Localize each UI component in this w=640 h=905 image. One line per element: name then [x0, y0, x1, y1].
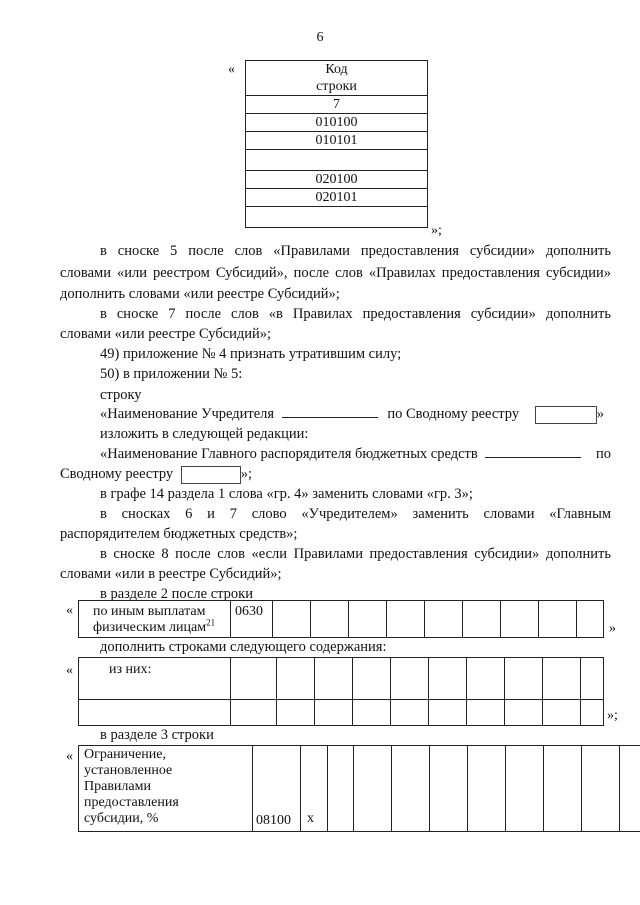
empty-cell: [328, 746, 354, 832]
quote-open-table2: «: [66, 663, 73, 678]
empty-cell: [501, 601, 539, 638]
row-label-line: установленное: [84, 763, 173, 778]
empty-cell: [391, 658, 429, 700]
empty-cell: [273, 601, 311, 638]
empty-cell: [581, 700, 604, 726]
table-section2-row: [78, 600, 604, 638]
footnote-mark: 21: [206, 617, 216, 628]
row-code-cell: [253, 746, 301, 832]
table1-closing: »: [609, 621, 616, 636]
paragraph-line: в разделе 2 после строки: [100, 586, 253, 602]
row-label-cell: [79, 658, 231, 700]
paragraph-line: 49) приложение № 4 признать утратившим силу;: [100, 346, 402, 362]
empty-cell: [315, 700, 353, 726]
phrase: «Наименование Главного распорядителя бюджетных средств: [100, 446, 478, 462]
phrase: по: [595, 446, 611, 462]
code-row: 010101: [246, 132, 428, 150]
empty-cell: [468, 746, 506, 832]
paragraph-line: 50) в приложении № 5:: [100, 366, 243, 382]
quote-open-table1: «: [66, 603, 73, 618]
paragraph-line: строку: [100, 387, 142, 403]
code-row: [246, 150, 428, 171]
paragraph-line: словами «или в реестре Субсидий»;: [60, 566, 282, 582]
blank-line: [282, 404, 378, 418]
phrase: Сводному реестру: [60, 466, 174, 482]
empty-cell: [505, 658, 543, 700]
empty-cell: [467, 700, 505, 726]
empty-cell: [387, 601, 425, 638]
empty-cell: [353, 700, 391, 726]
empty-cell: [577, 601, 604, 638]
empty-cell: [79, 700, 231, 726]
quote-open-code-table: «: [228, 62, 235, 77]
row-code-cell: [231, 601, 273, 638]
table-added-rows: [78, 657, 604, 726]
empty-cell: [429, 700, 467, 726]
empty-cell: [506, 746, 544, 832]
paragraph-line: в сноске 7 после слов «в Правилах предоставления субсидии» дополнить: [100, 306, 611, 322]
empty-cell: [429, 658, 467, 700]
empty-cell: [539, 601, 577, 638]
empty-cell: [543, 700, 581, 726]
phrase: «Наименование Учредителя: [100, 406, 275, 422]
code-row: 010100: [246, 114, 428, 132]
empty-box: [535, 406, 597, 424]
paragraph-line: [100, 404, 611, 425]
row-code: 08100: [256, 813, 291, 828]
empty-cell: [311, 601, 349, 638]
phrase: по Сводному реестру: [387, 406, 520, 422]
row-label-line: субсидии, %: [84, 811, 159, 826]
empty-cell: [544, 746, 582, 832]
empty-cell: [231, 658, 277, 700]
empty-box: [181, 466, 241, 484]
empty-cell: [231, 700, 277, 726]
table2-closing: »;: [607, 708, 618, 723]
paragraph-line: словами «или реестром Субсидий», после слов «Правилах предоставления субсидии»: [60, 265, 611, 281]
row-label-cell: [79, 746, 253, 832]
empty-cell: [349, 601, 387, 638]
empty-cell: [505, 700, 543, 726]
empty-cell: [581, 658, 604, 700]
empty-cell: [425, 601, 463, 638]
page-number: 6: [316, 30, 324, 45]
phrase: »;: [240, 466, 253, 482]
paragraph-line: в сноске 5 после слов «Правилами предоставления субсидии» дополнить: [100, 243, 611, 259]
paragraph-line: [100, 444, 611, 465]
code-row: [246, 207, 428, 228]
x-mark: x: [307, 811, 314, 826]
paragraph-line: дополнить словами «или реестре Субсидий»;: [60, 286, 340, 302]
paragraph-line: распорядителем бюджетных средств»;: [60, 526, 298, 542]
empty-cell: [353, 658, 391, 700]
empty-cell: [277, 658, 315, 700]
empty-cell: [582, 746, 620, 832]
paragraph-line: словами «или реестре Субсидий»;: [60, 326, 272, 342]
code-row: 020101: [246, 189, 428, 207]
row-label-cell: [79, 601, 231, 638]
empty-cell: [543, 658, 581, 700]
row-label-text: физическим лицам: [93, 620, 207, 635]
row-label-line: [93, 617, 230, 636]
empty-cell: [392, 746, 430, 832]
phrase: »: [596, 406, 604, 422]
paragraph-line: в сноске 8 после слов «если Правилами предоставления субсидии» дополнить: [100, 546, 611, 562]
paragraph-line: дополнить строками следующего содержания:: [100, 639, 387, 655]
row-label-line: по иным выплатам: [93, 604, 206, 619]
quote-open-table3: «: [66, 749, 73, 764]
empty-cell: [354, 746, 392, 832]
x-cell: [301, 746, 328, 832]
code-row: 7: [246, 96, 428, 114]
code-row: 020100: [246, 171, 428, 189]
empty-cell: [463, 601, 501, 638]
row-label-line: Правилами: [84, 779, 151, 794]
paragraph-line: изложить в следующей редакции:: [100, 426, 309, 442]
empty-cell: [315, 658, 353, 700]
paragraph-line: [60, 464, 611, 485]
empty-cell: [430, 746, 468, 832]
empty-cell: [391, 700, 429, 726]
code-table-closing: »;: [431, 223, 442, 238]
row-code: 0630: [235, 604, 263, 619]
table-section3-row: [78, 745, 640, 832]
paragraph-line: в разделе 3 строки: [100, 727, 214, 743]
row-label-line: Ограничение,: [84, 747, 167, 762]
code-table: [245, 60, 428, 228]
code-header-line1: Код: [246, 61, 428, 79]
paragraph-line: в графе 14 раздела 1 слова «гр. 4» заменить словами «гр. 3»;: [100, 486, 473, 502]
empty-cell: [620, 746, 640, 832]
code-header-line2: строки: [246, 78, 428, 96]
row-label: из них:: [109, 662, 152, 677]
empty-cell: [277, 700, 315, 726]
empty-cell: [467, 658, 505, 700]
paragraph-line: в сносках 6 и 7 слово «Учредителем» заменить словами «Главным: [100, 506, 611, 522]
blank-line: [485, 444, 581, 458]
row-label-line: предоставления: [84, 795, 179, 810]
